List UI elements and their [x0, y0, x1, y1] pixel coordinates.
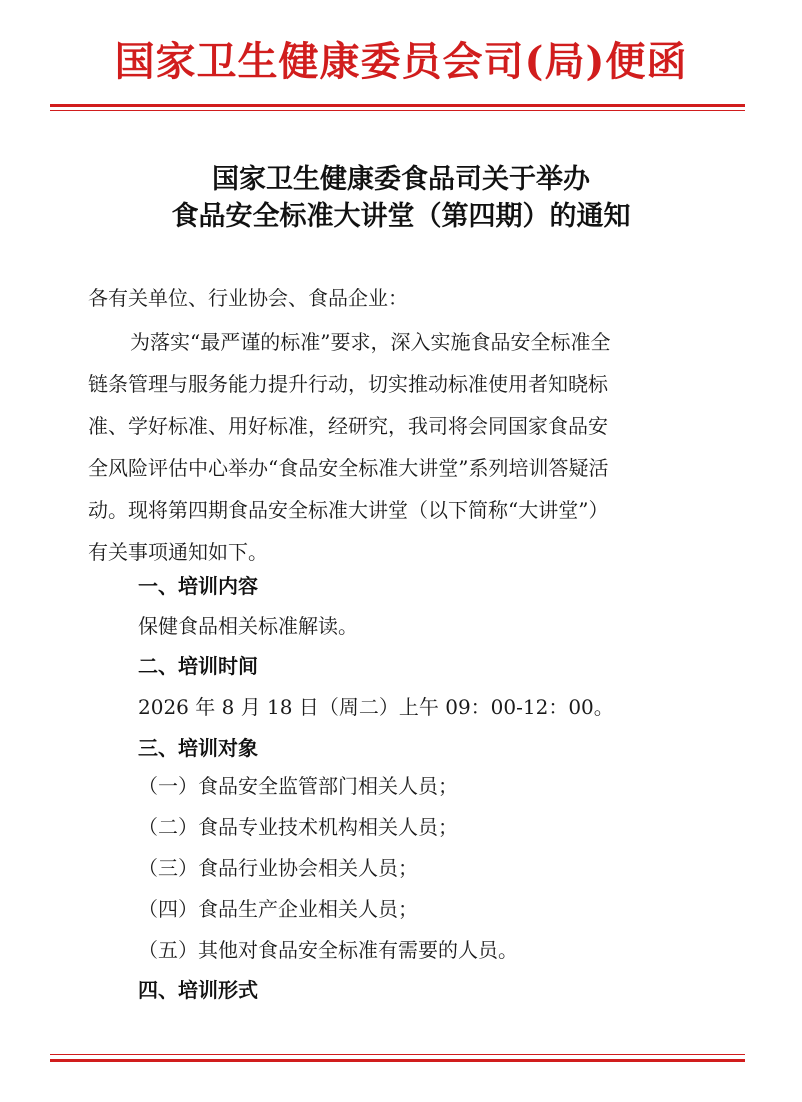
section-heading-content: 一、培训内容: [138, 574, 258, 598]
section-text-content: 保健食品相关标准解读。: [138, 614, 358, 638]
audience-list-item: （三）食品行业协会相关人员；: [138, 856, 418, 880]
audience-list-item: （五）其他对食品安全标准有需要的人员。: [138, 938, 518, 962]
section-heading-time: 二、培训时间: [138, 654, 258, 678]
intro-line: 为落实“最严谨的标准”要求，深入实施食品安全标准全: [130, 330, 611, 354]
letterhead-rule-top: [50, 104, 745, 107]
intro-line: 有关事项通知如下。: [88, 540, 268, 564]
intro-line: 动。现将第四期食品安全标准大讲堂（以下简称“大讲堂”）: [88, 498, 609, 522]
intro-line: 链条管理与服务能力提升行动，切实推动标准使用者知晓标: [88, 372, 608, 396]
intro-line: 全风险评估中心举办“食品安全标准大讲堂”系列培训答疑活: [88, 456, 609, 480]
section-heading-audience: 三、培训对象: [138, 736, 258, 760]
notice-title-line1: 国家卫生健康委食品司关于举办: [212, 164, 590, 195]
intro-line: 准、学好标准、用好标准，经研究，我司将会同国家食品安: [88, 414, 608, 438]
footer-rule-bottom: [50, 1059, 745, 1062]
footer-rule-top: [50, 1054, 745, 1055]
letterhead-rule-bottom: [50, 110, 745, 111]
letterhead-title: 国家卫生健康委员会司(局)便函: [114, 38, 688, 85]
audience-list-item: （二）食品专业技术机构相关人员；: [138, 815, 458, 839]
salutation: 各有关单位、行业协会、食品企业：: [88, 286, 408, 310]
notice-title-line2: 食品安全标准大讲堂（第四期）的通知: [171, 201, 631, 232]
section-heading-format: 四、培训形式: [138, 978, 258, 1002]
audience-list-item: （四）食品生产企业相关人员；: [138, 897, 418, 921]
audience-list-item: （一）食品安全监管部门相关人员；: [138, 774, 458, 798]
section-text-time: 2026 年 8 月 18 日（周二）上午 09：00-12：00。: [138, 695, 614, 719]
